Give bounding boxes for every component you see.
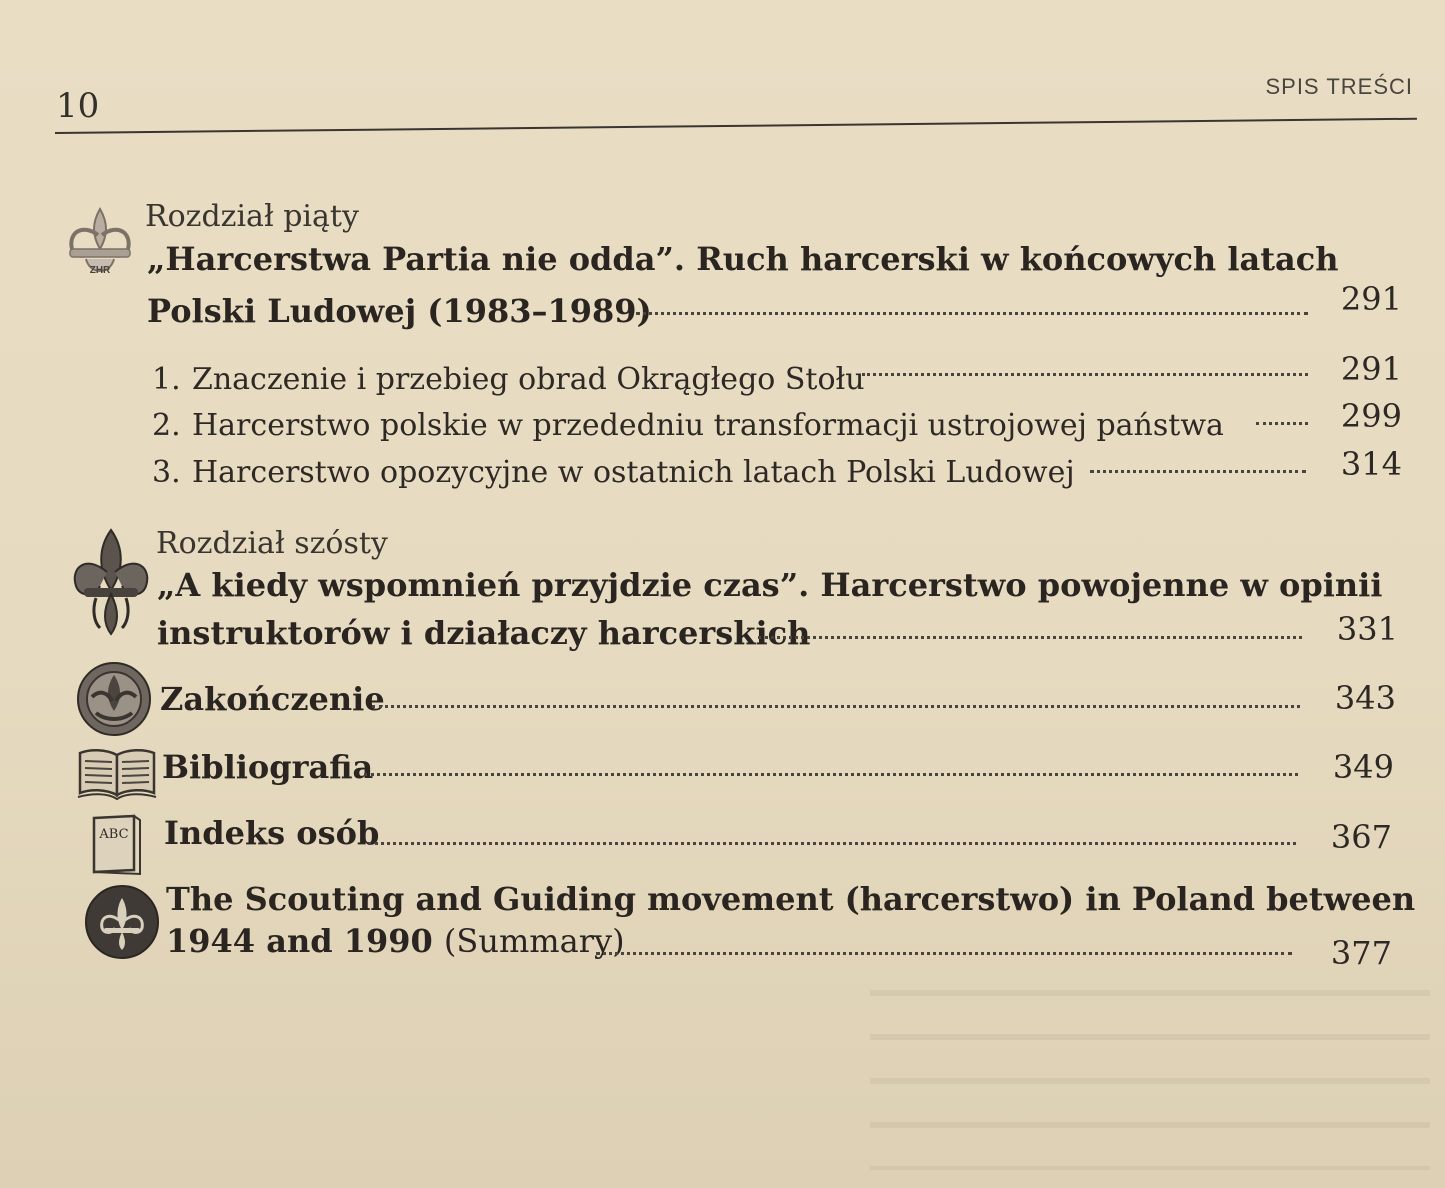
dot-leader [758,636,1302,639]
header-rule [55,118,1417,134]
open-book-icon [76,745,158,801]
chapter-title-line: Polski Ludowej (1983–1989) [147,292,652,330]
subsection-number: 1. [152,362,181,397]
subsection-number: 3. [152,455,181,490]
page-reference: 349 [1332,748,1394,786]
svg-text:ZHR: ZHR [89,265,111,276]
chapter-label: Rozdział szósty [156,526,388,561]
chapter-title-line: „A kiedy wspomnień przyjdzie czas”. Harcerstwo powojenne w opinii [157,566,1383,604]
svg-text:ABC: ABC [99,827,129,842]
entry-title-line: 1944 and 1990 (Summary) [166,922,625,960]
entry-title: Bibliografia [162,748,374,786]
dot-leader [368,842,1296,845]
dot-leader [1090,470,1306,473]
page-reference: 343 [1334,679,1396,717]
summary-suffix: (Summary) [443,922,625,960]
subsection-title: 2. Harcerstwo polskie w przededniu transformacji ustrojowej państwa [152,408,1224,443]
dot-leader [636,312,1308,315]
page-reference: 291 [1340,280,1402,318]
subsection-title: 1. Znaczenie i przebieg obrad Okrągłego Stołu [152,362,865,397]
page-reference: 291 [1340,350,1402,388]
page-reference: 377 [1330,934,1392,972]
running-head: SPIS TREŚCI [1265,74,1413,99]
entry-title: Indeks osób [164,814,380,852]
dot-leader [1256,422,1308,425]
subsection-title: 3. Harcerstwo opozycyjne w ostatnich latach Polski Ludowej [152,455,1075,490]
page-reference: 314 [1340,445,1402,483]
chapter-title-line: „Harcerstwa Partia nie odda”. Ruch harcerski w końcowych latach [147,240,1339,278]
scout-badge-icon [84,884,160,960]
chapter-label: Rozdział piąty [145,199,359,234]
dot-leader [596,952,1292,955]
entry-title-line: The Scouting and Guiding movement (harcerstwo) in Poland between [166,880,1416,918]
subsection-number: 2. [152,408,181,443]
page-number: 10 [56,86,100,126]
page-reference: 299 [1340,397,1402,435]
dot-leader [862,373,1308,376]
scout-emblem-icon [76,661,152,737]
bleed-through-text [870,990,1430,1170]
abc-book-icon [88,812,144,876]
dot-leader [364,773,1298,776]
fleur-de-lis-icon [70,528,152,636]
page-reference: 367 [1330,818,1392,856]
page-reference: 331 [1336,610,1398,648]
dot-leader [372,705,1300,708]
chapter-title-line: instruktorów i działaczy harcerskich [157,614,811,652]
zhr-lily-icon [62,205,138,289]
entry-title: Zakończenie [160,680,385,718]
